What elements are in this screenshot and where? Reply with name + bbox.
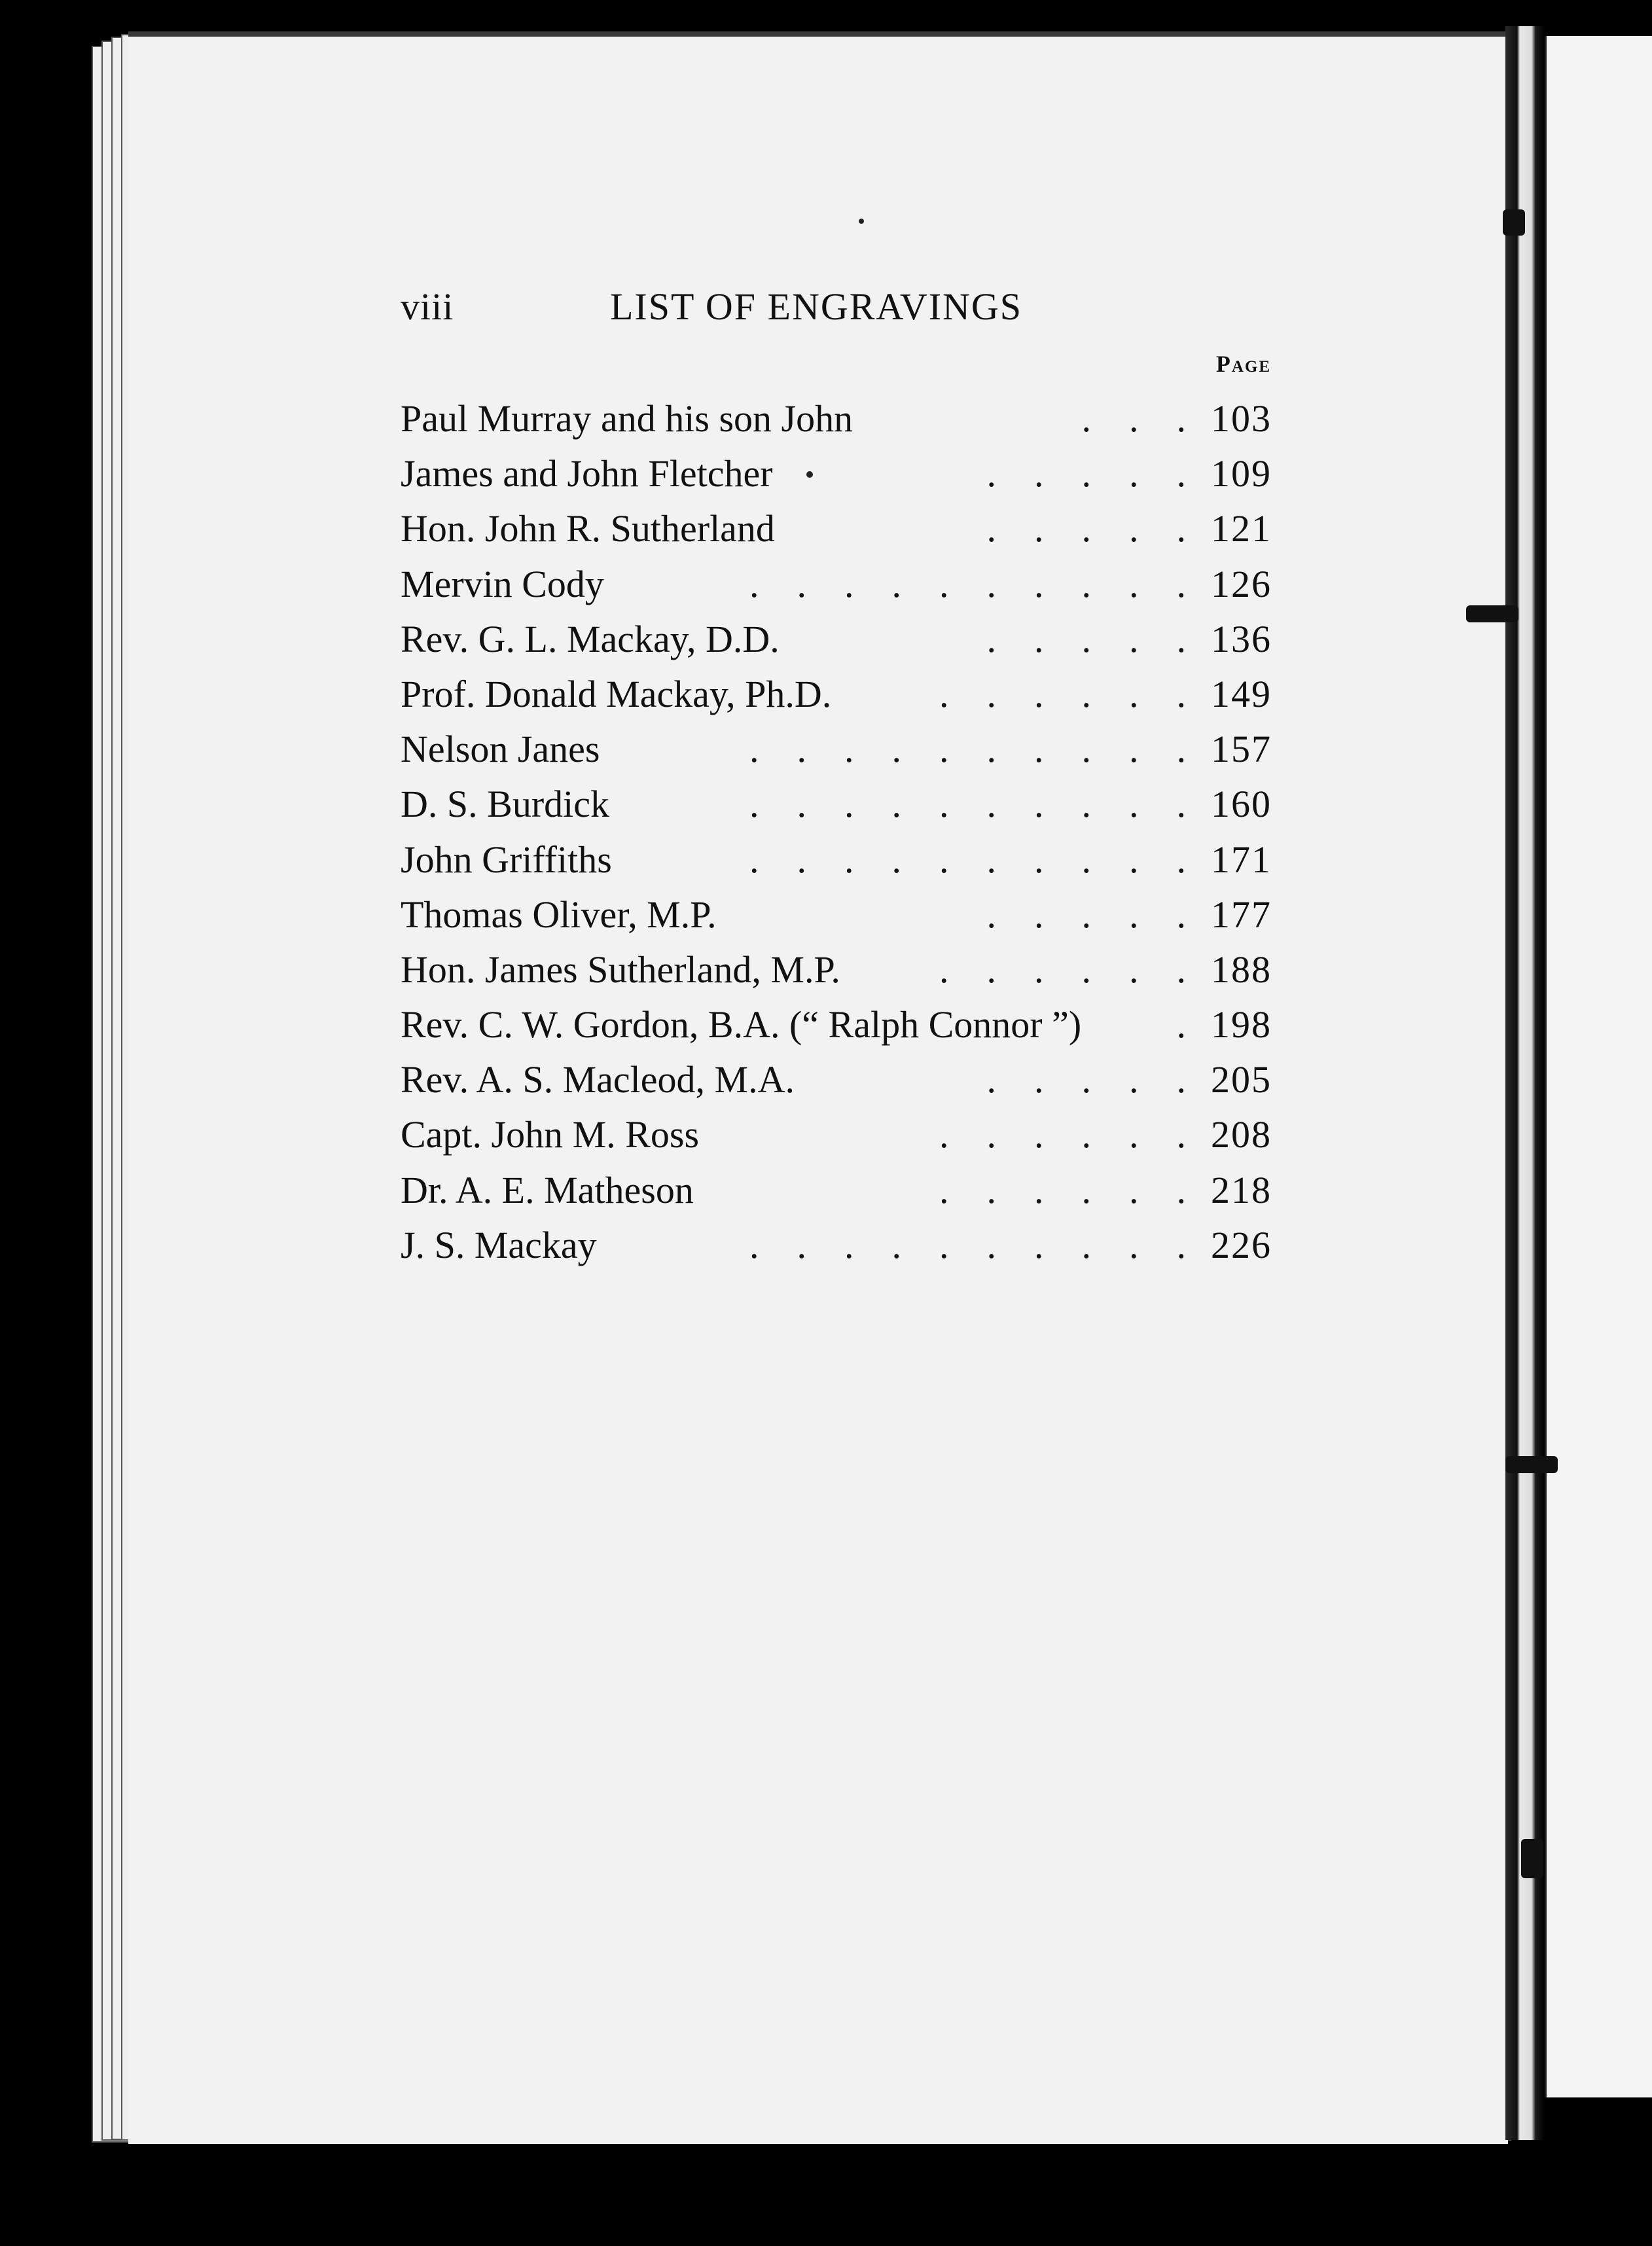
- engraving-page-number: 126: [1211, 562, 1272, 605]
- dot-leaders: . . . . .: [986, 1058, 1186, 1101]
- page-header: [401, 285, 1271, 377]
- dot-leaders: . . . . .: [986, 893, 1186, 936]
- list-item: [401, 722, 1276, 777]
- engraving-title: Rev. G. L. Mackay, D.D.: [401, 617, 780, 660]
- paper-speck: [859, 219, 864, 224]
- engraving-title: James and John Fletcher: [401, 452, 773, 495]
- binding-thread: [1521, 1839, 1543, 1878]
- dot-leaders: . . . . . . . . . .: [749, 1223, 1186, 1266]
- engraving-title: Hon. James Sutherland, M.P.: [401, 948, 840, 991]
- engraving-page-number: 149: [1211, 672, 1272, 715]
- engraving-page-number: 103: [1211, 397, 1272, 440]
- engravings-list: [401, 391, 1276, 1273]
- engraving-page-number: 160: [1211, 783, 1272, 826]
- running-title: LIST OF ENGRAVINGS: [610, 285, 1023, 328]
- dot-leaders: . . . . . . . . . .: [749, 838, 1186, 881]
- dot-leaders: . . .: [1081, 397, 1186, 440]
- engraving-page-number: 188: [1211, 948, 1272, 991]
- dot-leaders: . . . . . . . . . .: [749, 728, 1186, 771]
- engraving-page-number: 109: [1211, 452, 1272, 495]
- engraving-title: Hon. John R. Sutherland: [401, 507, 775, 550]
- engraving-page-number: 208: [1211, 1113, 1272, 1156]
- list-item: [401, 557, 1276, 612]
- binding-thread: [1466, 605, 1518, 622]
- list-item: [401, 446, 1276, 501]
- engraving-title: Nelson Janes: [401, 728, 600, 771]
- engraving-page-number: 226: [1211, 1223, 1272, 1266]
- engraving-title: Dr. A. E. Matheson: [401, 1168, 694, 1211]
- engraving-title: Prof. Donald Mackay, Ph.D.: [401, 672, 832, 715]
- page-column-label: Page: [1215, 351, 1271, 377]
- list-item: [401, 667, 1276, 722]
- dot-leaders: . . . . . .: [939, 1168, 1186, 1211]
- dot-leaders: . . . . .: [986, 507, 1186, 550]
- binding-thread: [1505, 1456, 1558, 1473]
- engraving-title: Rev. A. S. Macleod, M.A.: [401, 1058, 795, 1101]
- engraving-title: Rev. C. W. Gordon, B.A. (“ Ralph Connor ”): [401, 1003, 1082, 1046]
- list-item: [401, 1163, 1276, 1218]
- list-item: [401, 997, 1276, 1052]
- dot-leaders: .: [1176, 1003, 1186, 1046]
- list-item: [401, 942, 1276, 997]
- engraving-page-number: 205: [1211, 1058, 1272, 1101]
- list-item: [401, 887, 1276, 942]
- list-item: [401, 501, 1276, 556]
- engraving-page-number: 157: [1211, 728, 1272, 771]
- list-item: [401, 832, 1276, 887]
- engraving-page-number: 177: [1211, 893, 1272, 936]
- engraving-title: Mervin Cody: [401, 562, 604, 605]
- dot-leaders: . . . . .: [986, 617, 1186, 660]
- engraving-title: J. S. Mackay: [401, 1223, 597, 1266]
- book-binding: [1505, 26, 1545, 2140]
- engraving-page-number: 218: [1211, 1168, 1272, 1211]
- engraving-page-number: 121: [1211, 507, 1272, 550]
- engraving-title: Capt. John M. Ross: [401, 1113, 700, 1156]
- engraving-title: Paul Murray and his son John: [401, 397, 853, 440]
- dot-leaders: . . . . . .: [939, 672, 1186, 715]
- list-item: [401, 1107, 1276, 1162]
- facing-page-edge: [1545, 36, 1652, 2097]
- list-item: [401, 1218, 1276, 1273]
- dot-leaders: . . . . . .: [939, 1113, 1186, 1156]
- engraving-page-number: 171: [1211, 838, 1272, 881]
- binding-thread: [1503, 209, 1525, 236]
- engraving-page-number: 136: [1211, 617, 1272, 660]
- page-number: viii: [401, 285, 454, 328]
- engraving-title: Thomas Oliver, M.P.: [401, 893, 717, 936]
- list-item: [401, 391, 1276, 446]
- list-item: [401, 777, 1276, 832]
- dot-leaders: . . . . . . . . . .: [749, 562, 1186, 605]
- dot-leaders: . . . . .: [986, 452, 1186, 495]
- dot-leaders: . . . . . . . . . .: [749, 783, 1186, 826]
- engraving-title: John Griffiths: [401, 838, 612, 881]
- list-item: [401, 1052, 1276, 1107]
- dot-leaders: . . . . . .: [939, 948, 1186, 991]
- engraving-page-number: 198: [1211, 1003, 1272, 1046]
- engraving-title: D. S. Burdick: [401, 783, 609, 826]
- list-item: [401, 612, 1276, 667]
